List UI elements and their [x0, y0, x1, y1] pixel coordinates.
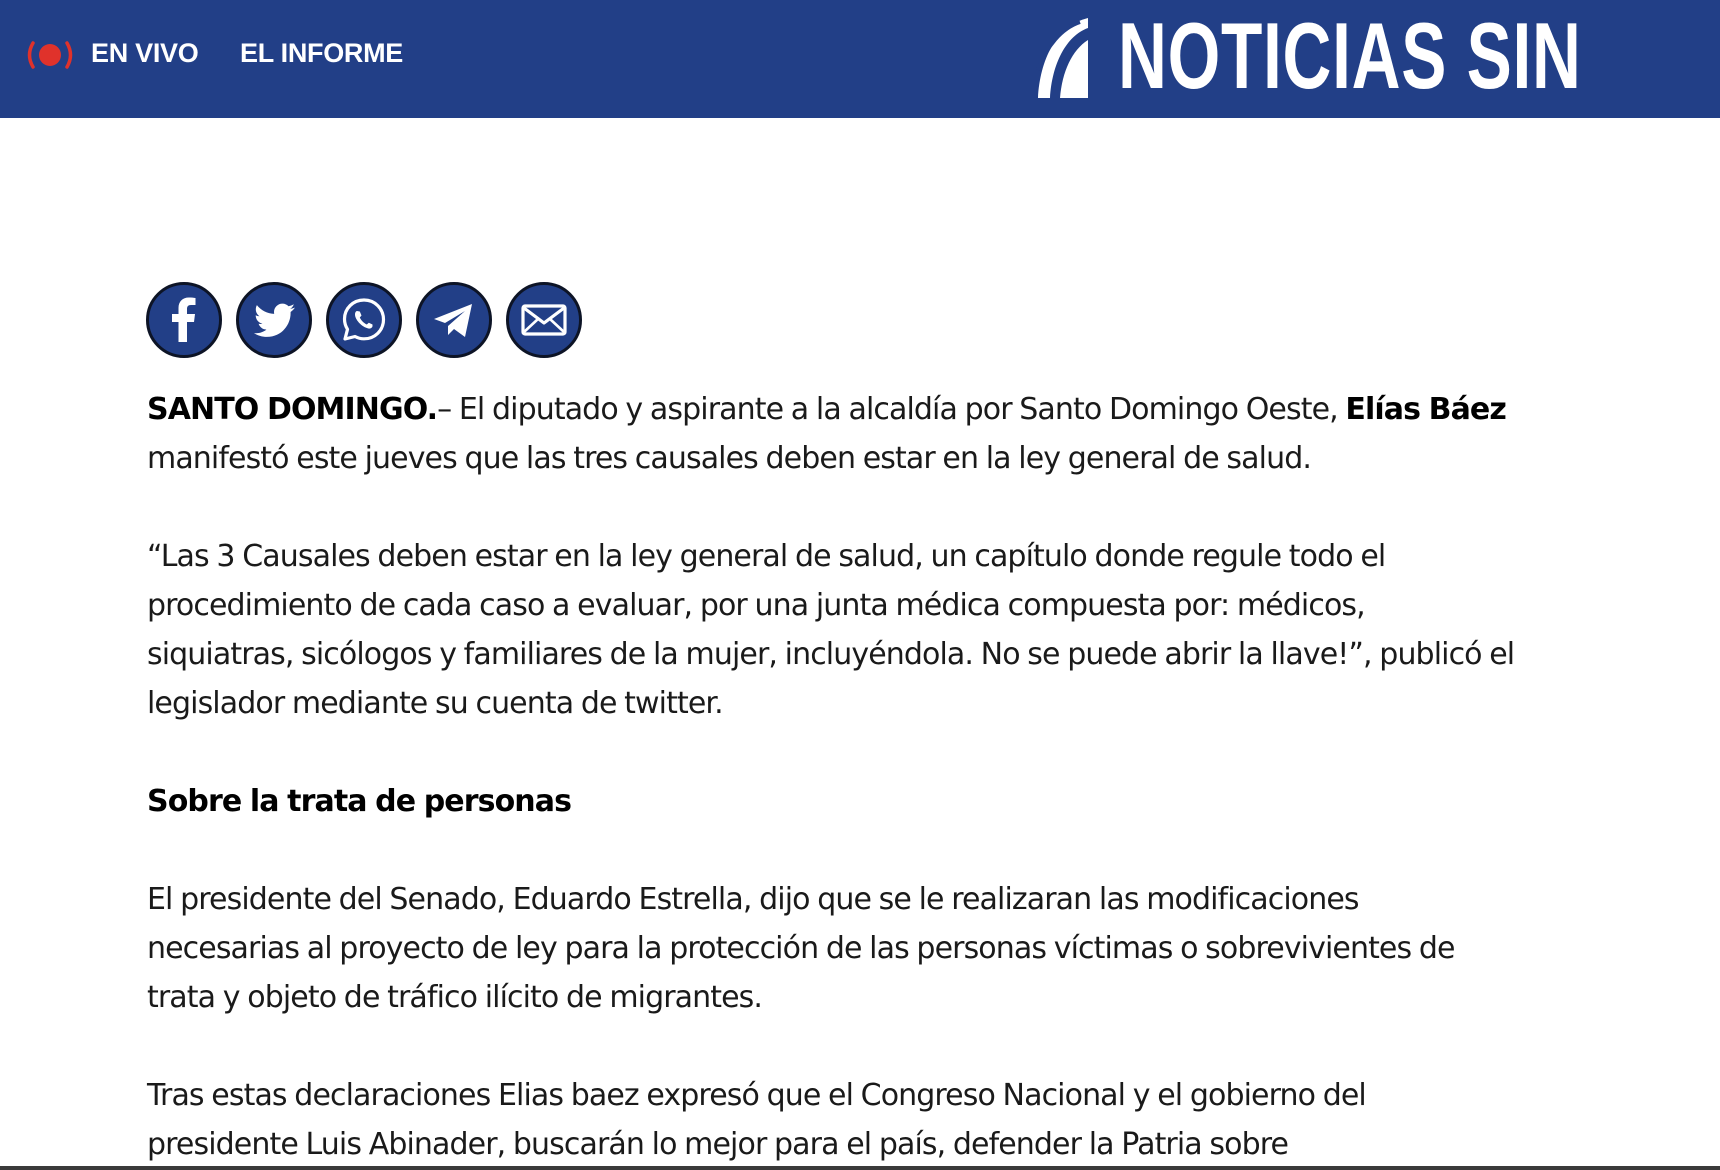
article-subheading: Sobre la trata de personas: [147, 784, 572, 819]
article-paragraph-2: “Las 3 Causales deben estar en la ley general de salud, un capítulo donde regule todo el procedimiento de cada caso a evaluar, por una junta médica compuesta por: médicos, siquiatras, sicólogos y familiares de la mujer, incluyéndola. No se puede abrir la llave!”, publicó el legislador mediante su cuenta de twitter.: [147, 539, 1515, 721]
facebook-icon: [149, 285, 219, 355]
brand-swoosh-icon: [1034, 12, 1090, 102]
share-facebook-button[interactable]: [146, 282, 222, 358]
live-broadcast-icon[interactable]: [24, 38, 76, 72]
viewport-bottom-edge: [0, 1166, 1720, 1170]
email-icon: [509, 285, 579, 355]
article-body: [147, 385, 1517, 1170]
article-person-name: Elías Báez: [1345, 392, 1506, 427]
article-paragraph-1-text-b: manifestó este jueves que las tres causales deben estar en la ley general de salud.: [147, 441, 1311, 476]
top-navigation-bar: [0, 0, 1720, 118]
nav-el-informe-link[interactable]: EL INFORME: [240, 38, 404, 68]
article-paragraph-4: Tras estas declaraciones Elias baez expresó que el Congreso Nacional y el gobierno del presidente Luis Abinader, buscarán lo mejor para el país, defender la Patria sobre: [147, 1078, 1366, 1162]
article-paragraph-1-text-a: – El diputado y aspirante a la alcaldía por Santo Domingo Oeste,: [437, 392, 1346, 427]
share-telegram-button[interactable]: [416, 282, 492, 358]
article-dateline: SANTO DOMINGO.: [147, 392, 438, 427]
share-whatsapp-button[interactable]: [326, 282, 402, 358]
whatsapp-icon: [329, 285, 399, 355]
share-twitter-button[interactable]: [236, 282, 312, 358]
article-paragraph-3: El presidente del Senado, Eduardo Estrella, dijo que se le realizaran las modificaciones necesarias al proyecto de ley para la protección de las personas víctimas o sobrevivientes de trata y objeto de tráfico ilícito de migrantes.: [147, 882, 1455, 1015]
share-email-button[interactable]: [506, 282, 582, 358]
nav-en-vivo-link[interactable]: EN VIVO: [91, 38, 199, 68]
twitter-icon: [239, 285, 309, 355]
telegram-icon: [419, 285, 489, 355]
brand-name: NOTICIAS SIN: [1118, 3, 1582, 108]
article-paragraph-1: [147, 385, 1517, 483]
